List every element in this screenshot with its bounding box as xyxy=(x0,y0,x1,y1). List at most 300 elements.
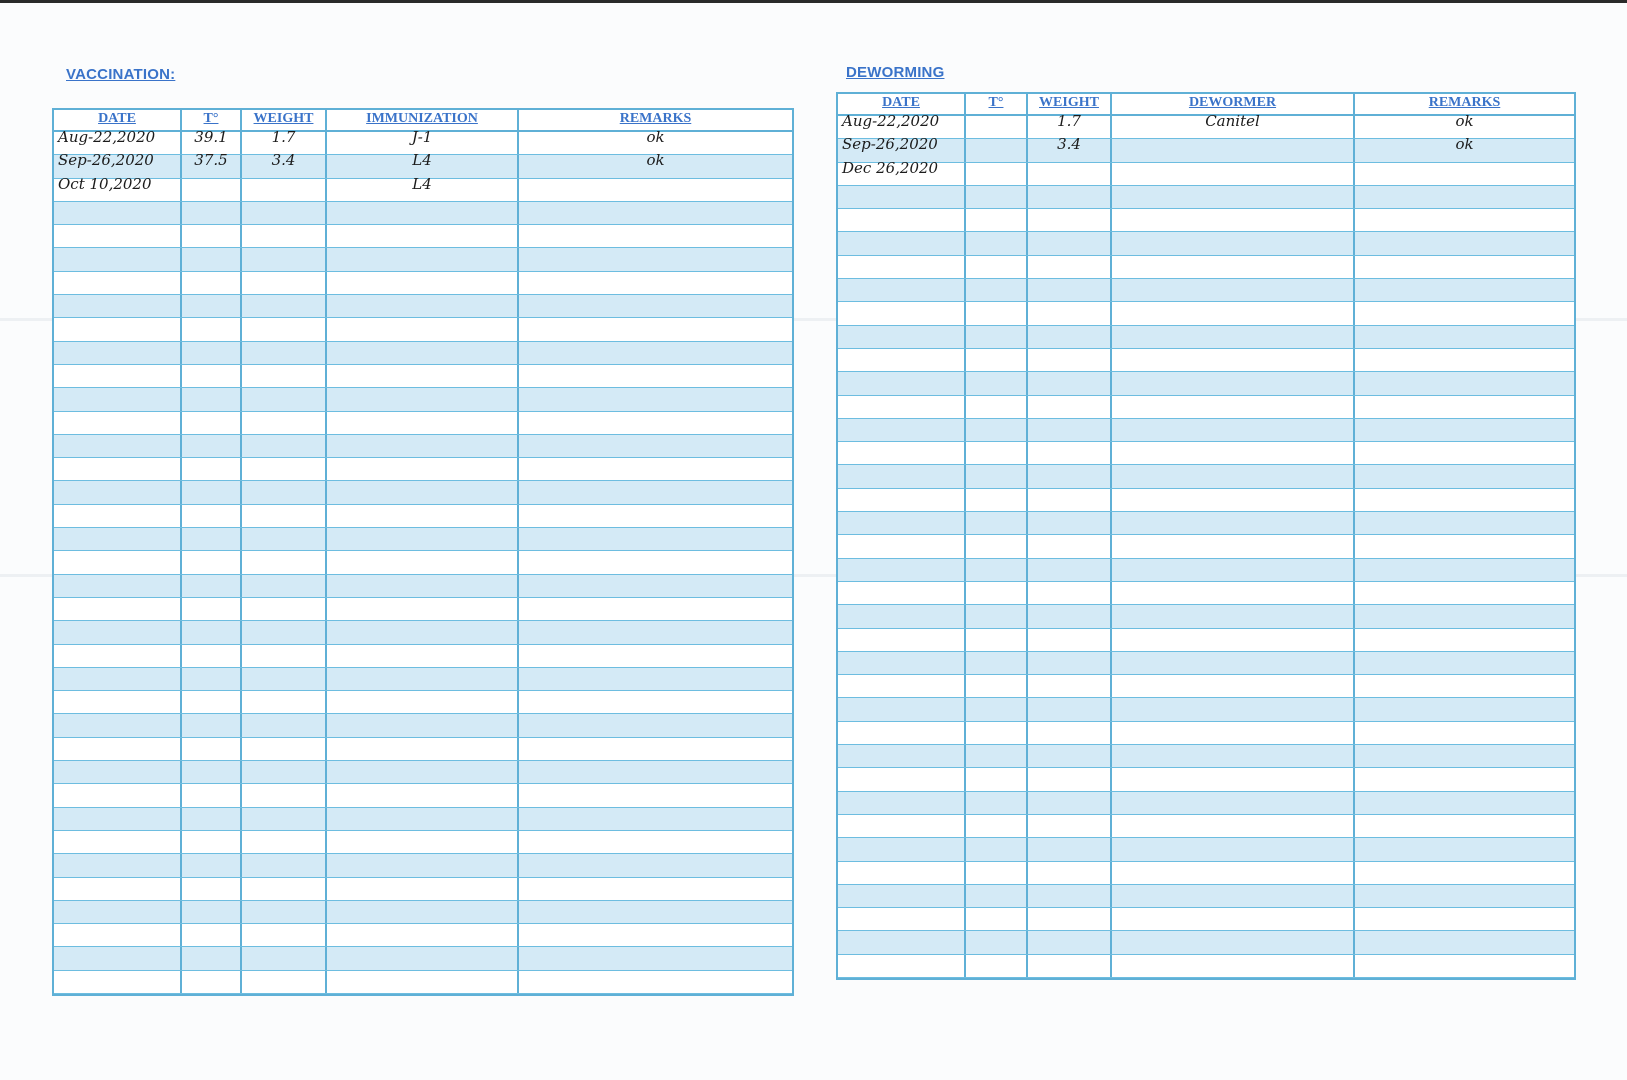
vaccination-cell-date xyxy=(54,225,182,247)
deworming-cell-temp xyxy=(966,326,1028,348)
table-row xyxy=(54,714,792,737)
deworming-cell-temp xyxy=(966,722,1028,744)
vaccination-cell-immunization xyxy=(327,924,519,946)
table-row xyxy=(54,668,792,691)
vaccination-cell-weight xyxy=(242,691,327,713)
vaccination-cell-immunization xyxy=(327,598,519,620)
vaccination-cell-temp xyxy=(182,691,242,713)
vaccination-cell-immunization xyxy=(327,388,519,410)
vaccination-cell-weight xyxy=(242,342,327,364)
vaccination-rows xyxy=(54,128,792,994)
table-row xyxy=(838,232,1574,255)
table-row xyxy=(838,745,1574,768)
vaccination-cell-immunization xyxy=(327,365,519,387)
deworming-cell-dewormer xyxy=(1112,349,1355,371)
deworming-cell-remarks xyxy=(1355,768,1574,790)
vaccination-cell-weight xyxy=(242,295,327,317)
vaccination-cell-immunization xyxy=(327,272,519,294)
vaccination-cell-immunization xyxy=(327,458,519,480)
vaccination-cell-immunization xyxy=(327,248,519,270)
table-row xyxy=(54,505,792,528)
vaccination-cell-weight xyxy=(242,202,327,224)
deworming-cell-date xyxy=(838,535,966,557)
vaccination-cell-remarks xyxy=(519,598,792,620)
handwritten-date: Aug-22,2020 xyxy=(842,112,940,130)
table-row xyxy=(838,792,1574,815)
header-weight: WEIGHT xyxy=(1028,94,1112,114)
vaccination-cell-immunization xyxy=(327,714,519,736)
table-row xyxy=(838,698,1574,721)
vaccination-cell-date xyxy=(54,668,182,690)
table-row xyxy=(838,209,1574,232)
deworming-cell-remarks xyxy=(1355,652,1574,674)
vaccination-cell-immunization xyxy=(327,691,519,713)
deworming-cell-temp xyxy=(966,792,1028,814)
vaccination-cell-weight xyxy=(242,179,327,201)
vaccination-cell-temp xyxy=(182,505,242,527)
deworming-cell-dewormer xyxy=(1112,675,1355,697)
deworming-cell-remarks xyxy=(1355,489,1574,511)
vaccination-cell-remarks xyxy=(519,318,792,340)
deworming-cell-weight xyxy=(1028,186,1112,208)
header-remarks: REMARKS xyxy=(1428,95,1501,110)
table-row xyxy=(54,971,792,994)
deworming-cell-temp xyxy=(966,232,1028,254)
table-row xyxy=(838,885,1574,908)
vaccination-cell-remarks xyxy=(519,784,792,806)
deworming-cell-weight xyxy=(1028,885,1112,907)
deworming-cell-remarks xyxy=(1355,582,1574,604)
handwritten-dewormer: Canitel xyxy=(1205,112,1260,130)
vaccination-cell-remarks xyxy=(519,202,792,224)
table-row xyxy=(54,808,792,831)
vaccination-cell-remarks xyxy=(519,225,792,247)
vaccination-cell-weight xyxy=(242,551,327,573)
handwritten-weight: 3.4 xyxy=(271,151,296,170)
deworming-cell-temp xyxy=(966,675,1028,697)
deworming-cell-remarks xyxy=(1355,629,1574,651)
vaccination-cell-date xyxy=(54,831,182,853)
vaccination-cell-temp xyxy=(182,388,242,410)
vaccination-cell-weight xyxy=(242,248,327,270)
vaccination-cell-date xyxy=(54,342,182,364)
deworming-cell-weight xyxy=(1028,512,1112,534)
vaccination-cell-immunization xyxy=(327,225,519,247)
vaccination-cell-temp xyxy=(182,971,242,993)
deworming-cell-date xyxy=(838,209,966,231)
header-immunization: IMMUNIZATION xyxy=(327,110,519,130)
vaccination-cell-temp xyxy=(182,947,242,969)
table-row xyxy=(54,388,792,411)
deworming-cell-dewormer xyxy=(1112,186,1355,208)
table-row xyxy=(54,202,792,225)
vaccination-cell-date xyxy=(54,947,182,969)
deworming-cell-weight xyxy=(1028,908,1112,930)
deworming-cell-remarks xyxy=(1355,908,1574,930)
vaccination-cell-date xyxy=(54,551,182,573)
handwritten-weight: 3.4 xyxy=(1057,135,1081,154)
handwritten-remarks: ok xyxy=(1455,112,1474,130)
vaccination-cell-remarks xyxy=(519,668,792,690)
handwritten-remarks: ok xyxy=(1455,135,1474,154)
vaccination-cell-temp xyxy=(182,318,242,340)
deworming-cell-temp xyxy=(966,838,1028,860)
deworming-cell-temp xyxy=(966,698,1028,720)
handwritten-date: Dec 26,2020 xyxy=(842,158,939,177)
vaccination-cell-immunization xyxy=(327,831,519,853)
deworming-cell-date xyxy=(838,722,966,744)
deworming-cell-temp xyxy=(966,629,1028,651)
handwritten-immunization: L4 xyxy=(412,174,432,193)
deworming-cell-date xyxy=(838,326,966,348)
deworming-title: DEWORMING xyxy=(846,64,945,81)
table-row xyxy=(54,272,792,295)
handwritten-immunization: J-1 xyxy=(411,128,433,146)
vaccination-cell-temp xyxy=(182,808,242,830)
deworming-cell-weight xyxy=(1028,792,1112,814)
vaccination-cell-immunization xyxy=(327,621,519,643)
deworming-cell-weight xyxy=(1028,605,1112,627)
vaccination-cell-weight xyxy=(242,924,327,946)
vaccination-cell-weight xyxy=(242,272,327,294)
table-row xyxy=(838,442,1574,465)
vaccination-cell-weight xyxy=(242,225,327,247)
deworming-cell-date xyxy=(838,629,966,651)
deworming-cell-dewormer xyxy=(1112,862,1355,884)
deworming-cell-date xyxy=(838,559,966,581)
table-row xyxy=(54,481,792,504)
deworming-cell-temp xyxy=(966,605,1028,627)
table-row xyxy=(838,302,1574,325)
deworming-cell-dewormer xyxy=(1112,931,1355,953)
deworming-cell-weight xyxy=(1028,349,1112,371)
handwritten-date: Sep-26,2020 xyxy=(842,135,938,154)
deworming-cell-remarks xyxy=(1355,256,1574,278)
deworming-cell-temp xyxy=(966,745,1028,767)
vaccination-cell-temp xyxy=(182,924,242,946)
deworming-cell-temp xyxy=(966,116,1028,138)
header-date: DATE xyxy=(838,94,966,114)
vaccination-cell-remarks xyxy=(519,924,792,946)
vaccination-cell-weight xyxy=(242,575,327,597)
deworming-cell-dewormer xyxy=(1112,629,1355,651)
handwritten-remarks: ok xyxy=(646,151,665,170)
deworming-cell-weight xyxy=(1028,279,1112,301)
deworming-cell-weight xyxy=(1028,722,1112,744)
deworming-cell-weight xyxy=(1028,815,1112,837)
deworming-cell-dewormer xyxy=(1112,139,1355,161)
deworming-cell-dewormer xyxy=(1112,652,1355,674)
deworming-cell-dewormer xyxy=(1112,815,1355,837)
vaccination-cell-date xyxy=(54,645,182,667)
vaccination-cell-weight xyxy=(242,854,327,876)
deworming-cell-dewormer xyxy=(1112,582,1355,604)
vaccination-cell-temp xyxy=(182,575,242,597)
deworming-cell-weight xyxy=(1028,163,1112,185)
deworming-cell-temp xyxy=(966,372,1028,394)
deworming-cell-remarks xyxy=(1355,302,1574,324)
table-row xyxy=(54,691,792,714)
deworming-cell-date xyxy=(838,396,966,418)
vaccination-cell-weight xyxy=(242,412,327,434)
table-row xyxy=(54,342,792,365)
deworming-cell-temp xyxy=(966,442,1028,464)
deworming-cell-remarks xyxy=(1355,419,1574,441)
vaccination-cell-temp xyxy=(182,248,242,270)
vaccination-cell-remarks xyxy=(519,761,792,783)
table-row xyxy=(54,412,792,435)
scan-edge xyxy=(0,0,1627,3)
deworming-cell-dewormer xyxy=(1112,112,1355,138)
vaccination-cell-date xyxy=(54,505,182,527)
deworming-cell-date xyxy=(838,158,966,185)
vaccination-cell-temp xyxy=(182,598,242,620)
vaccination-title: VACCINATION: xyxy=(66,66,176,83)
vaccination-cell-temp xyxy=(182,179,242,201)
deworming-cell-temp xyxy=(966,163,1028,185)
deworming-cell-date xyxy=(838,605,966,627)
vaccination-cell-temp xyxy=(182,481,242,503)
vaccination-cell-immunization xyxy=(327,202,519,224)
vaccination-cell-date xyxy=(54,924,182,946)
deworming-cell-remarks xyxy=(1355,862,1574,884)
vaccination-cell-temp xyxy=(182,225,242,247)
table-row xyxy=(54,458,792,481)
table-row xyxy=(54,854,792,877)
deworming-cell-dewormer xyxy=(1112,722,1355,744)
deworming-cell-date xyxy=(838,465,966,487)
deworming-cell-remarks xyxy=(1355,135,1574,161)
deworming-cell-dewormer xyxy=(1112,442,1355,464)
deworming-cell-weight xyxy=(1028,302,1112,324)
deworming-cell-date xyxy=(838,838,966,860)
deworming-cell-weight xyxy=(1028,396,1112,418)
deworming-cell-date xyxy=(838,232,966,254)
table-row xyxy=(838,838,1574,861)
deworming-cell-remarks xyxy=(1355,186,1574,208)
vaccination-cell-date xyxy=(54,318,182,340)
vaccination-cell-immunization xyxy=(327,575,519,597)
vaccination-cell-date xyxy=(54,691,182,713)
vaccination-cell-temp xyxy=(182,738,242,760)
table-row xyxy=(54,225,792,248)
vaccination-cell-date xyxy=(54,412,182,434)
deworming-cell-dewormer xyxy=(1112,605,1355,627)
deworming-cell-temp xyxy=(966,582,1028,604)
deworming-cell-remarks xyxy=(1355,931,1574,953)
table-row xyxy=(838,326,1574,349)
vaccination-cell-immunization xyxy=(327,761,519,783)
deworming-cell-remarks xyxy=(1355,838,1574,860)
deworming-cell-dewormer xyxy=(1112,302,1355,324)
table-row xyxy=(54,738,792,761)
table-row xyxy=(54,365,792,388)
deworming-cell-dewormer xyxy=(1112,279,1355,301)
handwritten-date: Aug-22,2020 xyxy=(58,128,156,146)
vaccination-cell-immunization xyxy=(327,971,519,993)
table-row xyxy=(54,901,792,924)
deworming-cell-temp xyxy=(966,885,1028,907)
deworming-cell-weight xyxy=(1028,698,1112,720)
vaccination-cell-temp xyxy=(182,295,242,317)
vaccination-cell-remarks xyxy=(519,551,792,573)
vaccination-cell-weight xyxy=(242,831,327,853)
deworming-cell-temp xyxy=(966,931,1028,953)
vaccination-cell-temp xyxy=(182,714,242,736)
deworming-cell-temp xyxy=(966,512,1028,534)
vaccination-cell-remarks xyxy=(519,714,792,736)
deworming-cell-temp xyxy=(966,349,1028,371)
table-row xyxy=(54,878,792,901)
vaccination-cell-remarks xyxy=(519,691,792,713)
handwritten-date: Oct 10,2020 xyxy=(58,174,152,193)
vaccination-cell-remarks xyxy=(519,575,792,597)
deworming-cell-remarks xyxy=(1355,955,1574,977)
deworming-cell-date xyxy=(838,442,966,464)
vaccination-cell-weight xyxy=(242,318,327,340)
deworming-cell-weight xyxy=(1028,838,1112,860)
vaccination-cell-weight xyxy=(242,784,327,806)
deworming-cell-remarks xyxy=(1355,675,1574,697)
deworming-cell-dewormer xyxy=(1112,745,1355,767)
table-row xyxy=(54,174,792,202)
vaccination-cell-immunization xyxy=(327,854,519,876)
deworming-cell-remarks xyxy=(1355,163,1574,185)
vaccination-cell-remarks xyxy=(519,947,792,969)
vaccination-cell-temp xyxy=(182,551,242,573)
vaccination-cell-date xyxy=(54,388,182,410)
vaccination-cell-weight xyxy=(242,621,327,643)
table-row xyxy=(838,349,1574,372)
vaccination-cell-date xyxy=(54,878,182,900)
table-row xyxy=(838,256,1574,279)
vaccination-cell-temp xyxy=(182,435,242,457)
vaccination-cell-date xyxy=(54,738,182,760)
vaccination-cell-weight xyxy=(242,901,327,923)
deworming-cell-temp xyxy=(966,302,1028,324)
deworming-cell-remarks xyxy=(1355,326,1574,348)
table-row xyxy=(838,512,1574,535)
table-row xyxy=(54,831,792,854)
vaccination-cell-immunization xyxy=(327,342,519,364)
vaccination-cell-immunization xyxy=(327,668,519,690)
deworming-cell-dewormer xyxy=(1112,163,1355,185)
deworming-cell-weight xyxy=(1028,559,1112,581)
vaccination-cell-remarks xyxy=(519,435,792,457)
table-row xyxy=(838,722,1574,745)
vaccination-cell-temp xyxy=(182,901,242,923)
vaccination-cell-remarks xyxy=(519,971,792,993)
vaccination-cell-weight xyxy=(242,528,327,550)
vaccination-cell-date xyxy=(54,854,182,876)
vaccination-cell-weight xyxy=(242,714,327,736)
vaccination-cell-remarks xyxy=(519,528,792,550)
vaccination-cell-date xyxy=(54,174,182,201)
deworming-cell-temp xyxy=(966,186,1028,208)
header-temp: T° xyxy=(966,94,1028,114)
deworming-cell-date xyxy=(838,885,966,907)
table-row xyxy=(838,279,1574,302)
deworming-cell-dewormer xyxy=(1112,489,1355,511)
handwritten-weight: 1.7 xyxy=(1057,112,1081,130)
vaccination-cell-remarks xyxy=(519,151,792,177)
handwritten-date: Sep-26,2020 xyxy=(58,151,154,170)
deworming-cell-remarks xyxy=(1355,745,1574,767)
deworming-cell-weight xyxy=(1028,326,1112,348)
vaccination-cell-weight xyxy=(242,947,327,969)
table-row xyxy=(54,435,792,458)
deworming-cell-remarks xyxy=(1355,722,1574,744)
deworming-cell-remarks xyxy=(1355,349,1574,371)
vaccination-cell-immunization xyxy=(327,784,519,806)
deworming-cell-dewormer xyxy=(1112,512,1355,534)
vaccination-cell-weight xyxy=(242,365,327,387)
deworming-cell-remarks xyxy=(1355,698,1574,720)
table-row xyxy=(838,489,1574,512)
table-row xyxy=(838,931,1574,954)
vaccination-cell-weight xyxy=(242,761,327,783)
deworming-cell-weight xyxy=(1028,419,1112,441)
vaccination-cell-date xyxy=(54,528,182,550)
deworming-cell-dewormer xyxy=(1112,326,1355,348)
deworming-cell-date xyxy=(838,745,966,767)
vaccination-cell-date xyxy=(54,435,182,457)
table-row xyxy=(54,318,792,341)
deworming-cell-weight xyxy=(1028,256,1112,278)
vaccination-cell-immunization xyxy=(327,435,519,457)
table-row xyxy=(838,419,1574,442)
vaccination-cell-remarks xyxy=(519,854,792,876)
deworming-cell-remarks xyxy=(1355,535,1574,557)
handwritten-weight: 1.7 xyxy=(271,128,296,146)
vaccination-cell-date xyxy=(54,901,182,923)
deworming-cell-temp xyxy=(966,955,1028,977)
vaccination-cell-date xyxy=(54,458,182,480)
deworming-cell-date xyxy=(838,349,966,371)
table-row xyxy=(54,784,792,807)
vaccination-cell-weight xyxy=(242,505,327,527)
vaccination-cell-immunization xyxy=(327,738,519,760)
vaccination-cell-weight xyxy=(242,971,327,993)
deworming-cell-temp xyxy=(966,419,1028,441)
deworming-cell-date xyxy=(838,931,966,953)
deworming-cell-weight xyxy=(1028,675,1112,697)
deworming-table xyxy=(836,92,1576,980)
vaccination-cell-immunization xyxy=(327,645,519,667)
deworming-cell-date xyxy=(838,652,966,674)
vaccination-cell-remarks xyxy=(519,248,792,270)
table-row xyxy=(838,535,1574,558)
table-row xyxy=(54,924,792,947)
deworming-cell-temp xyxy=(966,489,1028,511)
deworming-cell-dewormer xyxy=(1112,209,1355,231)
deworming-cell-weight xyxy=(1028,931,1112,953)
deworming-cell-remarks xyxy=(1355,372,1574,394)
table-row xyxy=(54,621,792,644)
vaccination-cell-temp xyxy=(182,621,242,643)
vaccination-cell-immunization xyxy=(327,878,519,900)
table-row xyxy=(54,551,792,574)
deworming-cell-temp xyxy=(966,279,1028,301)
table-row xyxy=(54,947,792,970)
vaccination-cell-date xyxy=(54,598,182,620)
handwritten-immunization: L4 xyxy=(412,151,432,170)
deworming-cell-weight xyxy=(1028,582,1112,604)
handwritten-temp: 37.5 xyxy=(194,151,228,170)
vaccination-cell-weight xyxy=(242,645,327,667)
deworming-cell-weight xyxy=(1028,465,1112,487)
table-row xyxy=(838,158,1574,186)
